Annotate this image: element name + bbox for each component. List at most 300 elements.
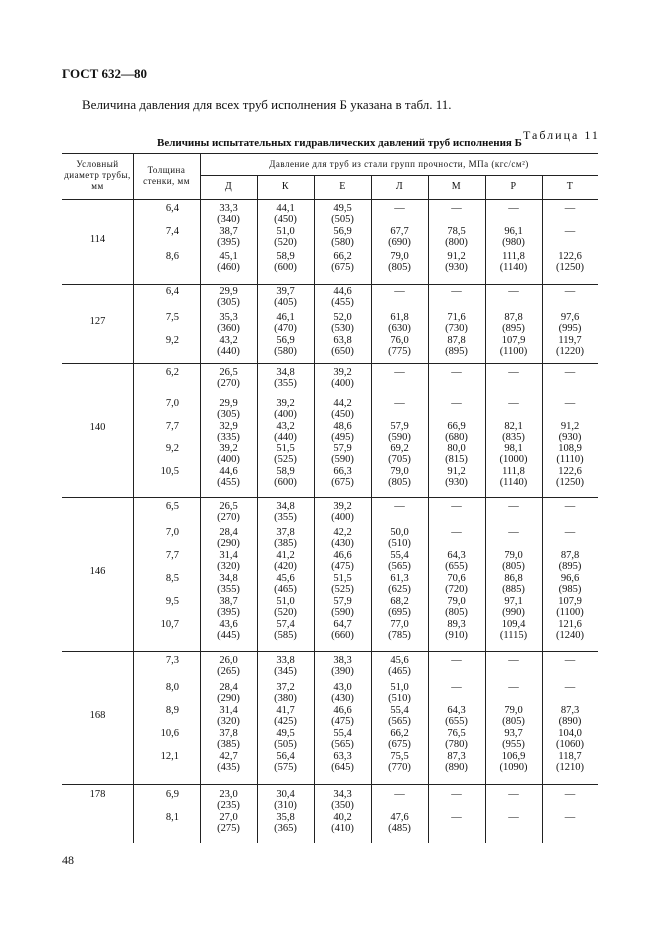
pressure-mpa-value: 82,1 <box>504 421 523 432</box>
pressure-dash: — <box>564 789 576 800</box>
pressure-mpa-value: 122,6 <box>558 251 582 262</box>
pressure-kgf-value: (930) <box>445 262 468 273</box>
pressure-kgf-value: (530) <box>331 323 354 334</box>
wall-thickness-value: 9,2 <box>165 443 179 454</box>
pressure-kgf-value: (1000) <box>499 454 528 465</box>
pressure-mpa-value: 31,4 <box>219 705 238 716</box>
pressure-kgf-value: (650) <box>331 346 354 357</box>
pressure-mpa-value: 45,1 <box>219 251 238 262</box>
wall-thickness-value: 8,1 <box>165 812 179 823</box>
pressure-mpa-value: 37,8 <box>219 728 238 739</box>
pressure-dash: — <box>564 226 576 237</box>
pressure-mpa-value: 64,7 <box>333 619 352 630</box>
pressure-kgf-value: (645) <box>331 762 354 773</box>
pressure-kgf-value: (895) <box>558 561 582 572</box>
pressure-kgf-value: (505) <box>274 739 297 750</box>
pressure-mpa-value: 32,9 <box>219 421 238 432</box>
group-divider <box>62 784 598 785</box>
pressure-kgf-value: (565) <box>388 716 411 727</box>
wall-thickness-value: 7,4 <box>165 226 179 237</box>
pressure-kgf-value: (590) <box>388 432 411 443</box>
pressure-mpa-value: 66,3 <box>333 466 352 477</box>
pressure-kgf-value: (805) <box>388 262 411 273</box>
pressure-kgf-value: (510) <box>388 693 411 704</box>
pressure-kgf-value: (395) <box>217 607 240 618</box>
pressure-mpa-value: 38,7 <box>219 596 238 607</box>
pressure-mpa-value: 98,1 <box>504 443 523 454</box>
table-number: Таблица 11 <box>523 128 600 142</box>
pressure-kgf-value: (290) <box>217 693 240 704</box>
pressure-mpa-value: 38,3 <box>333 655 352 666</box>
pressure-kgf-value: (495) <box>331 432 354 443</box>
pressure-kgf-value: (270) <box>217 512 240 523</box>
column-header-wall: Толщина стенки, мм <box>143 165 190 186</box>
pressure-dash: — <box>564 655 576 666</box>
pressure-dash: — <box>394 367 405 378</box>
pressure-mpa-value: 76,5 <box>447 728 466 739</box>
pressure-mpa-value: 68,2 <box>390 596 409 607</box>
pressure-mpa-value: 61,3 <box>390 573 409 584</box>
pressure-mpa-value: 67,7 <box>390 226 409 237</box>
grade-header-3: Л <box>395 181 404 192</box>
pressure-mpa-value: 78,5 <box>447 226 466 237</box>
pressure-mpa-value: 46,1 <box>276 312 295 323</box>
pressure-dash: — <box>451 812 462 823</box>
pressure-mpa-value: 57,4 <box>276 619 295 630</box>
pressure-dash: — <box>508 789 519 800</box>
pressure-mpa-value: 66,9 <box>447 421 466 432</box>
pressure-kgf-value: (460) <box>217 262 240 273</box>
pressure-mpa-value: 29,9 <box>219 398 238 409</box>
pressure-mpa-value: 70,6 <box>447 573 466 584</box>
pressure-mpa-value: 28,4 <box>219 682 238 693</box>
pressure-kgf-value: (410) <box>331 823 354 834</box>
pressure-kgf-value: (485) <box>388 823 411 834</box>
pressure-mpa-value: 51,5 <box>333 573 352 584</box>
grade-header-5: Р <box>510 181 517 192</box>
pressure-mpa-value: 109,4 <box>501 619 526 630</box>
pressure-mpa-value: 37,8 <box>276 527 295 538</box>
pressure-kgf-value: (275) <box>217 823 240 834</box>
pressure-dash: — <box>451 367 462 378</box>
pressure-mpa-value: 34,3 <box>333 789 352 800</box>
table-top-border <box>62 153 598 154</box>
pressure-kgf-value: (805) <box>502 716 525 727</box>
pressure-mpa-value: 28,4 <box>219 527 238 538</box>
pressure-mpa-value: 58,9 <box>276 251 295 262</box>
pressure-mpa-value: 37,2 <box>276 682 295 693</box>
pressure-mpa-value: 56,9 <box>276 335 295 346</box>
pressure-mpa-value: 119,7 <box>558 335 582 346</box>
pressure-table <box>62 153 598 843</box>
pressure-dash: — <box>508 203 519 214</box>
wall-thickness-value: 6,5 <box>165 501 179 512</box>
pressure-dash: — <box>451 789 462 800</box>
pressure-mpa-value: 76,0 <box>390 335 409 346</box>
pressure-kgf-value: (655) <box>445 716 468 727</box>
pressure-kgf-value: (400) <box>274 409 297 420</box>
pressure-mpa-value: 61,8 <box>390 312 409 323</box>
pressure-mpa-value: 89,3 <box>447 619 466 630</box>
pressure-dash: — <box>564 203 576 214</box>
pressure-mpa-value: 23,0 <box>219 789 238 800</box>
pressure-kgf-value: (720) <box>445 584 468 595</box>
pressure-mpa-value: 66,2 <box>390 728 409 739</box>
pressure-kgf-value: (805) <box>502 561 525 572</box>
pressure-mpa-value: 38,7 <box>219 226 238 237</box>
pressure-mpa-value: 63,3 <box>333 751 352 762</box>
pressure-dash: — <box>394 501 405 512</box>
grade-header-0: Д <box>224 181 233 192</box>
pressure-mpa-value: 104,0 <box>558 728 582 739</box>
pressure-kgf-value: (465) <box>274 584 297 595</box>
pressure-mpa-value: 64,3 <box>447 705 466 716</box>
pressure-mpa-value: 63,8 <box>333 335 352 346</box>
pressure-kgf-value: (1250) <box>556 477 584 488</box>
pressure-kgf-value: (450) <box>274 214 297 225</box>
pressure-mpa-value: 34,8 <box>219 573 238 584</box>
pressure-kgf-value: (630) <box>388 323 411 334</box>
pressure-dash: — <box>451 527 462 538</box>
pressure-dash: — <box>394 789 405 800</box>
pressure-mpa-value: 46,6 <box>333 550 352 561</box>
pressure-kgf-value: (1110) <box>556 454 584 465</box>
pressure-dash: — <box>451 286 462 297</box>
pressure-kgf-value: (680) <box>445 432 468 443</box>
pressure-dash: — <box>564 286 576 297</box>
intro-text: Величина давления для всех труб исполнения Б указана в табл. 11. <box>82 97 452 112</box>
pressure-mpa-value: 97,6 <box>560 312 580 323</box>
wall-thickness-value: 7,7 <box>165 550 179 561</box>
pressure-kgf-value: (580) <box>331 237 354 248</box>
wall-thickness-value: 8,9 <box>165 705 179 716</box>
pressure-mpa-value: 106,9 <box>501 751 526 762</box>
pressure-mpa-value: 69,2 <box>390 443 409 454</box>
table-title: Величины испытательных гидравлических давлений труб исполнения Б <box>157 137 522 149</box>
wall-thickness-value: 7,0 <box>165 398 179 409</box>
pressure-mpa-value: 43,2 <box>276 421 295 432</box>
pressure-mpa-value: 55,4 <box>390 550 409 561</box>
pressure-mpa-value: 44,2 <box>333 398 352 409</box>
pressure-dash: — <box>564 501 576 512</box>
pressure-mpa-value: 41,2 <box>276 550 295 561</box>
pressure-dash: — <box>564 682 576 693</box>
pressure-kgf-value: (805) <box>445 607 468 618</box>
pressure-kgf-value: (890) <box>558 716 582 727</box>
pressure-kgf-value: (1060) <box>556 739 584 750</box>
pressure-kgf-value: (990) <box>502 607 525 618</box>
pressure-kgf-value: (580) <box>274 346 297 357</box>
pressure-kgf-value: (305) <box>217 297 240 308</box>
pressure-kgf-value: (675) <box>331 477 354 488</box>
pressure-kgf-value: (335) <box>217 432 240 443</box>
pressure-kgf-value: (345) <box>274 666 297 677</box>
pressure-mpa-value: 51,0 <box>390 682 409 693</box>
wall-thickness-value: 9,2 <box>165 335 179 346</box>
pressure-kgf-value: (270) <box>217 378 240 389</box>
pressure-kgf-value: (340) <box>217 214 240 225</box>
pressure-kgf-value: (675) <box>388 739 411 750</box>
group-divider <box>62 284 598 285</box>
pressure-kgf-value: (360) <box>217 323 240 334</box>
pressure-kgf-value: (675) <box>331 262 354 273</box>
wall-thickness-value: 10,6 <box>160 728 179 739</box>
pressure-kgf-value: (385) <box>217 739 240 750</box>
grade-header-6: Т <box>566 181 574 192</box>
pressure-kgf-value: (525) <box>331 584 354 595</box>
pressure-kgf-value: (625) <box>388 584 411 595</box>
pressure-kgf-value: (380) <box>274 693 297 704</box>
pressure-kgf-value: (815) <box>445 454 468 465</box>
pressure-kgf-value: (430) <box>331 538 354 549</box>
pressure-kgf-value: (1240) <box>556 630 584 641</box>
pressure-kgf-value: (785) <box>388 630 411 641</box>
pressure-mpa-value: 86,8 <box>504 573 523 584</box>
diameter-value: 146 <box>89 566 106 577</box>
pressure-mpa-value: 87,8 <box>447 335 466 346</box>
pressure-kgf-value: (980) <box>502 237 525 248</box>
pressure-mpa-value: 47,6 <box>390 812 409 823</box>
pressure-mpa-value: 41,7 <box>276 705 295 716</box>
pressure-kgf-value: (930) <box>445 477 468 488</box>
pressure-kgf-value: (770) <box>388 762 411 773</box>
wall-thickness-value: 7,5 <box>165 312 179 323</box>
pressure-kgf-value: (805) <box>388 477 411 488</box>
pressure-mpa-value: 87,8 <box>560 550 580 561</box>
group-divider <box>62 363 598 364</box>
pressure-dash: — <box>394 286 405 297</box>
pressure-mpa-value: 49,5 <box>276 728 295 739</box>
pressure-kgf-value: (995) <box>558 323 582 334</box>
pressure-kgf-value: (1140) <box>499 477 528 488</box>
pressure-mpa-value: 45,6 <box>390 655 409 666</box>
pressure-kgf-value: (320) <box>217 716 240 727</box>
header-bottom-border <box>62 199 598 200</box>
pressure-mpa-value: 91,2 <box>447 251 466 262</box>
pressure-dash: — <box>508 501 519 512</box>
diameter-value: 114 <box>89 234 106 245</box>
pressure-mpa-value: 35,8 <box>276 812 295 823</box>
pressure-kgf-value: (450) <box>331 409 354 420</box>
pressure-dash: — <box>451 203 462 214</box>
pressure-kgf-value: (475) <box>331 561 354 572</box>
pressure-mpa-value: 48,6 <box>333 421 352 432</box>
pressure-dash: — <box>564 527 576 538</box>
pressure-kgf-value: (890) <box>445 762 468 773</box>
pressure-mpa-value: 77,0 <box>390 619 409 630</box>
pressure-kgf-value: (400) <box>331 378 354 389</box>
pressure-dash: — <box>451 501 462 512</box>
pressure-mpa-value: 33,3 <box>219 203 238 214</box>
pressure-kgf-value: (420) <box>274 561 297 572</box>
pressure-kgf-value: (525) <box>274 454 297 465</box>
pressure-kgf-value: (265) <box>217 666 240 677</box>
pressure-mpa-value: 35,3 <box>219 312 238 323</box>
pressure-mpa-value: 39,2 <box>276 398 295 409</box>
pressure-kgf-value: (465) <box>388 666 411 677</box>
pressure-mpa-value: 64,3 <box>447 550 466 561</box>
pressure-kgf-value: (575) <box>274 762 297 773</box>
pressure-mpa-value: 26,0 <box>219 655 238 666</box>
pressure-kgf-value: (355) <box>274 378 297 389</box>
pressure-mpa-value: 96,1 <box>504 226 523 237</box>
pressure-mpa-value: 39,2 <box>333 501 352 512</box>
pressure-kgf-value: (775) <box>388 346 411 357</box>
pressure-kgf-value: (800) <box>445 237 468 248</box>
pressure-kgf-value: (400) <box>217 454 240 465</box>
pressure-kgf-value: (695) <box>388 607 411 618</box>
group-divider <box>62 651 598 652</box>
pressure-kgf-value: (355) <box>217 584 240 595</box>
pressure-mpa-value: 44,6 <box>219 466 238 477</box>
pressure-mpa-value: 57,9 <box>333 443 352 454</box>
pressure-kgf-value: (400) <box>331 512 354 523</box>
pressure-mpa-value: 87,8 <box>504 312 523 323</box>
pressure-mpa-value: 111,8 <box>502 251 525 262</box>
pressure-mpa-value: 66,2 <box>333 251 352 262</box>
pressure-mpa-value: 80,0 <box>447 443 466 454</box>
pressure-kgf-value: (565) <box>388 561 411 572</box>
pressure-kgf-value: (320) <box>217 561 240 572</box>
pressure-dash: — <box>508 367 519 378</box>
pressure-mpa-value: 45,6 <box>276 573 295 584</box>
pressure-mpa-value: 51,0 <box>276 226 295 237</box>
pressure-mpa-value: 39,7 <box>276 286 295 297</box>
pressure-kgf-value: (1115) <box>499 630 528 641</box>
pressure-dash: — <box>508 655 519 666</box>
pressure-dash: — <box>451 655 462 666</box>
pressure-kgf-value: (730) <box>445 323 468 334</box>
pressure-kgf-value: (290) <box>217 538 240 549</box>
pressure-mpa-value: 108,9 <box>558 443 582 454</box>
pressure-kgf-value: (520) <box>274 607 297 618</box>
pressure-kgf-value: (895) <box>502 323 525 334</box>
pressure-dash: — <box>508 286 519 297</box>
pressure-kgf-value: (510) <box>388 538 411 549</box>
wall-thickness-value: 8,5 <box>165 573 179 584</box>
diameter-value: 178 <box>89 789 106 800</box>
pressure-kgf-value: (985) <box>558 584 582 595</box>
pressure-mpa-value: 58,9 <box>276 466 295 477</box>
wall-thickness-value: 10,5 <box>160 466 179 477</box>
pressure-mpa-value: 43,2 <box>219 335 238 346</box>
wall-thickness-value: 7,7 <box>165 421 179 432</box>
wall-thickness-value: 8,0 <box>165 682 179 693</box>
pressure-mpa-value: 46,6 <box>333 705 352 716</box>
document-header: ГОСТ 632—80 <box>62 66 148 81</box>
pressure-kgf-value: (365) <box>274 823 297 834</box>
pressure-mpa-value: 52,0 <box>333 312 352 323</box>
pressure-mpa-value: 39,2 <box>333 367 352 378</box>
wall-thickness-value: 9,5 <box>165 596 179 607</box>
pressure-kgf-value: (660) <box>331 630 354 641</box>
pressure-mpa-value: 56,4 <box>276 751 295 762</box>
pressure-kgf-value: (520) <box>274 237 297 248</box>
pressure-kgf-value: (390) <box>331 666 354 677</box>
pressure-dash: — <box>508 682 519 693</box>
pressure-mpa-value: 49,5 <box>333 203 352 214</box>
pressure-kgf-value: (895) <box>445 346 468 357</box>
pressure-kgf-value: (405) <box>274 297 297 308</box>
wall-thickness-value: 12,1 <box>160 751 179 762</box>
pressure-kgf-value: (425) <box>274 716 297 727</box>
pressure-mpa-value: 40,2 <box>333 812 352 823</box>
pressure-mpa-value: 107,9 <box>558 596 582 607</box>
pressure-kgf-value: (440) <box>217 346 240 357</box>
column-header-diameter: Условный диаметр трубы, мм <box>64 159 131 191</box>
grade-header-2: Е <box>339 181 346 192</box>
diameter-value: 168 <box>89 710 106 721</box>
pressure-mpa-value: 118,7 <box>558 751 582 762</box>
pressure-mpa-value: 121,6 <box>558 619 582 630</box>
pressure-mpa-value: 44,1 <box>276 203 295 214</box>
wall-thickness-value: 6,4 <box>165 286 179 297</box>
pressure-mpa-value: 107,9 <box>501 335 526 346</box>
pressure-dash: — <box>564 367 576 378</box>
pressure-mpa-value: 33,8 <box>276 655 295 666</box>
grade-header-1: К <box>281 181 290 192</box>
pressure-dash: — <box>508 527 519 538</box>
pressure-mpa-value: 34,8 <box>276 367 295 378</box>
pressure-kgf-value: (305) <box>217 409 240 420</box>
pressure-kgf-value: (1210) <box>556 762 584 773</box>
pressure-kgf-value: (470) <box>274 323 297 334</box>
pressure-kgf-value: (1090) <box>499 762 528 773</box>
pressure-mpa-value: 26,5 <box>219 367 238 378</box>
pressure-mpa-value: 79,0 <box>447 596 466 607</box>
pressure-kgf-value: (835) <box>502 432 525 443</box>
wall-thickness-value: 10,7 <box>160 619 179 630</box>
pressure-mpa-value: 79,0 <box>390 466 409 477</box>
pressure-kgf-value: (705) <box>388 454 411 465</box>
pressure-mpa-value: 122,6 <box>558 466 582 477</box>
pressure-dash: — <box>451 682 462 693</box>
pressure-kgf-value: (430) <box>331 693 354 704</box>
pressure-mpa-value: 50,0 <box>390 527 409 538</box>
pressure-kgf-value: (600) <box>274 262 297 273</box>
pressure-kgf-value: (910) <box>445 630 468 641</box>
pressure-mpa-value: 87,3 <box>560 705 580 716</box>
pressure-mpa-value: 43,0 <box>333 682 352 693</box>
pressure-dash: — <box>508 398 519 409</box>
pressure-group-header: Давление для труб из стали групп прочности, МПа (кгс/см²) <box>269 159 529 169</box>
group-divider <box>62 497 598 498</box>
pressure-mpa-value: 79,0 <box>390 251 409 262</box>
pressure-mpa-value: 55,4 <box>390 705 409 716</box>
pressure-kgf-value: (565) <box>331 739 354 750</box>
pressure-mpa-value: 31,4 <box>219 550 238 561</box>
pressure-mpa-value: 56,9 <box>333 226 352 237</box>
wall-thickness-value: 6,9 <box>165 789 179 800</box>
pressure-kgf-value: (350) <box>331 800 354 811</box>
pressure-mpa-value: 93,7 <box>504 728 523 739</box>
pressure-kgf-value: (655) <box>445 561 468 572</box>
pressure-mpa-value: 51,0 <box>276 596 295 607</box>
pressure-dash: — <box>564 812 576 823</box>
pressure-mpa-value: 26,5 <box>219 501 238 512</box>
pressure-kgf-value: (885) <box>502 584 525 595</box>
pressure-dash: — <box>394 398 405 409</box>
pressure-mpa-value: 27,0 <box>219 812 238 823</box>
wall-thickness-value: 6,2 <box>165 367 179 378</box>
pressure-kgf-value: (1220) <box>556 346 584 357</box>
pressure-mpa-value: 57,9 <box>390 421 409 432</box>
page-number: 48 <box>62 853 74 867</box>
pressure-dash: — <box>508 812 519 823</box>
pressure-mpa-value: 30,4 <box>276 789 295 800</box>
pressure-kgf-value: (1100) <box>556 607 584 618</box>
pressure-mpa-value: 29,9 <box>219 286 238 297</box>
